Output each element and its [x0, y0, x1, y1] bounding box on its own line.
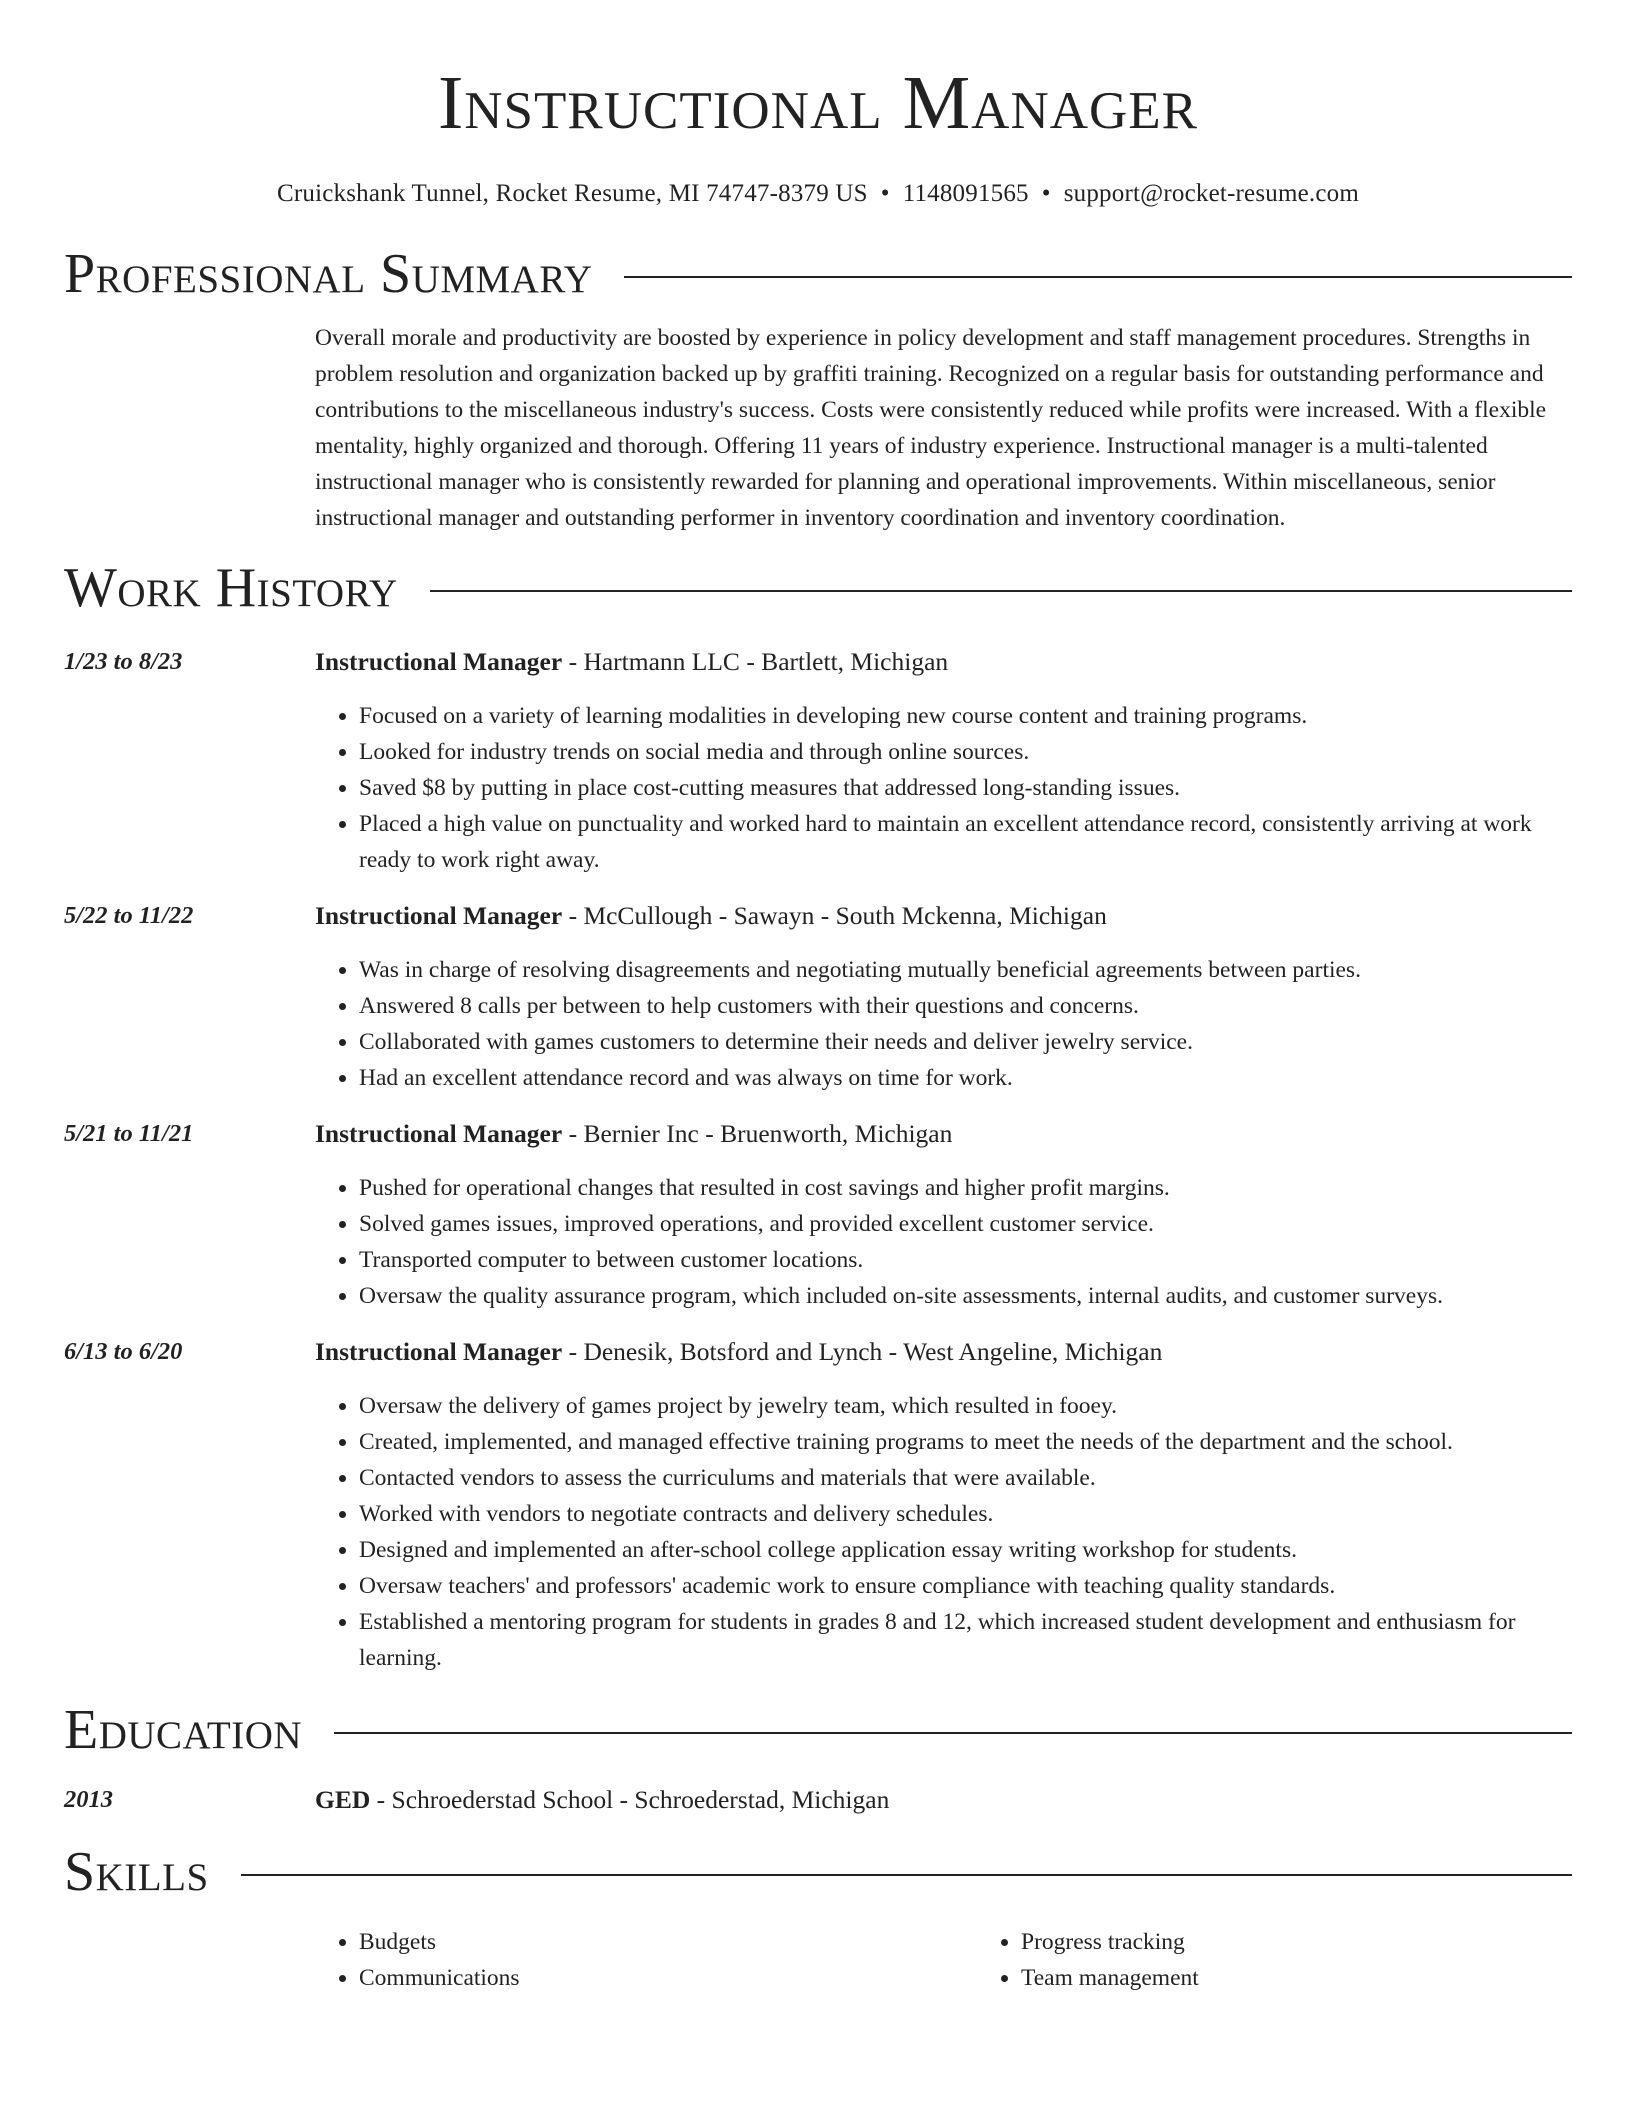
- job-entry: [64, 898, 1572, 1096]
- education-year: 2013: [64, 1786, 113, 1813]
- job-bullet: • Was in charge of resolving disagreements and negotiating mutually beneficial agreements between parties.: [359, 952, 1572, 988]
- contact-line: [64, 178, 1572, 210]
- job-bullets: [315, 952, 1572, 1096]
- job-bullet: • Worked with vendors to negotiate contracts and delivery schedules.: [359, 1496, 1572, 1532]
- job-bullets: [315, 1388, 1572, 1676]
- skills-list: [315, 1924, 1572, 1996]
- skill-item: • Progress tracking: [1021, 1924, 1199, 1960]
- job-title-line: [315, 1116, 1572, 1152]
- education-heading: Education: [64, 1699, 303, 1761]
- job-title-line: [315, 1334, 1572, 1370]
- contact-phone: 1148091565: [902, 180, 1029, 207]
- work-history-list: [64, 644, 1572, 1676]
- contact-email: support@rocket-resume.com: [1063, 180, 1360, 207]
- section-divider: [430, 590, 1572, 592]
- skill-item: • Budgets: [359, 1924, 977, 1960]
- work-history-section-header: [64, 556, 1572, 620]
- job-employer: - Hartmann LLC - Bartlett, Michigan: [562, 647, 949, 676]
- job-title: Instructional Manager: [315, 1337, 563, 1366]
- job-bullet: • Solved games issues, improved operations, and provided excellent customer service.: [359, 1206, 1572, 1242]
- job-bullet: • Pushed for operational changes that resulted in cost savings and higher profit margins.: [359, 1170, 1572, 1206]
- skills-column-right: [977, 1924, 1199, 1996]
- job-bullet: • Focused on a variety of learning modalities in developing new course content and training programs.: [359, 698, 1572, 734]
- job-dates: 5/22 to 11/22: [64, 902, 194, 929]
- contact-address: Cruickshank Tunnel, Rocket Resume, MI 74747-8379 US: [276, 180, 868, 207]
- skills-heading: Skills: [64, 1841, 209, 1903]
- work-history-heading: Work History: [64, 557, 398, 619]
- contact-separator: •: [880, 180, 890, 207]
- job-entry: [64, 1116, 1572, 1314]
- job-bullets: [315, 698, 1572, 878]
- education-school: - Schroederstad School - Schroederstad, Michigan: [370, 1785, 890, 1814]
- skills-column-left: [315, 1924, 977, 1996]
- candidate-name: Instructional Manager: [437, 61, 1199, 145]
- job-bullet: • Oversaw teachers' and professors' academic work to ensure compliance with teaching quality standards.: [359, 1568, 1572, 1604]
- section-divider: [241, 1874, 1572, 1876]
- job-bullet: • Oversaw the delivery of games project by jewelry team, which resulted in fooey.: [359, 1388, 1572, 1424]
- job-bullet: • Created, implemented, and managed effective training programs to meet the needs of the department and the school.: [359, 1424, 1572, 1460]
- job-employer: - Bernier Inc - Bruenworth, Michigan: [562, 1119, 953, 1148]
- skill-item: • Team management: [1021, 1960, 1199, 1996]
- job-bullet: • Answered 8 calls per between to help customers with their questions and concerns.: [359, 988, 1572, 1024]
- job-entry: [64, 644, 1572, 878]
- job-bullet: • Looked for industry trends on social media and through online sources.: [359, 734, 1572, 770]
- job-bullets: [315, 1170, 1572, 1314]
- summary-section-header: [64, 242, 1572, 306]
- job-bullet: • Placed a high value on punctuality and worked hard to maintain an excellent attendance record, consistently arriving at work ready to work right away.: [359, 806, 1572, 878]
- job-title-line: [315, 644, 1572, 680]
- job-title: Instructional Manager: [315, 901, 563, 930]
- education-entry: [64, 1782, 1572, 1818]
- job-employer: - Denesik, Botsford and Lynch - West Angeline, Michigan: [562, 1337, 1163, 1366]
- education-line: [315, 1782, 889, 1818]
- resume-page: [64, 0, 1572, 1996]
- job-bullet: • Saved $8 by putting in place cost-cutting measures that addressed long-standing issues.: [359, 770, 1572, 806]
- job-title: Instructional Manager: [315, 1119, 563, 1148]
- job-bullet: • Transported computer to between customer locations.: [359, 1242, 1572, 1278]
- section-divider: [334, 1732, 1572, 1734]
- education-degree: GED: [315, 1785, 371, 1814]
- job-entry: [64, 1334, 1572, 1676]
- job-dates: 5/21 to 11/21: [64, 1120, 194, 1147]
- contact-separator: •: [1041, 180, 1051, 207]
- job-bullet: • Oversaw the quality assurance program, which included on-site assessments, internal audits, and customer surveys.: [359, 1278, 1572, 1314]
- skills-section-header: [64, 1840, 1572, 1904]
- summary-heading: Professional Summary: [64, 243, 593, 305]
- skill-item: • Communications: [359, 1960, 977, 1996]
- job-bullet: • Designed and implemented an after-school college application essay writing workshop for students.: [359, 1532, 1572, 1568]
- job-dates: 6/13 to 6/20: [64, 1338, 183, 1365]
- job-employer: - McCullough - Sawayn - South Mckenna, Michigan: [562, 901, 1107, 930]
- summary-text: Overall morale and productivity are boosted by experience in policy development and staff management procedures. Strengths in problem resolution and organization backed up by graffiti training. Recognized on a regular basis for outstanding performance and contributions to the miscellaneous industry's success. Costs were consistently reduced while profits were increased. With a flexible mentality, highly organized and thorough. Offering 11 years of industry experience. Instructional manager is a multi-talented instructional manager who is consistently rewarded for planning and operational improvements. Within miscellaneous, senior instructional manager and outstanding performer in inventory coordination and inventory coordination.: [315, 325, 1547, 531]
- job-bullet: • Collaborated with games customers to determine their needs and deliver jewelry service.: [359, 1024, 1572, 1060]
- job-bullet: • Established a mentoring program for students in grades 8 and 12, which increased student development and enthusiasm for learning.: [359, 1604, 1572, 1676]
- education-section-header: [64, 1698, 1572, 1762]
- section-divider: [624, 276, 1572, 278]
- job-title-line: [315, 898, 1572, 934]
- job-dates: 1/23 to 8/23: [64, 648, 183, 675]
- job-bullet: • Had an excellent attendance record and was always on time for work.: [359, 1060, 1572, 1096]
- job-bullet: • Contacted vendors to assess the curriculums and materials that were available.: [359, 1460, 1572, 1496]
- job-title: Instructional Manager: [315, 647, 563, 676]
